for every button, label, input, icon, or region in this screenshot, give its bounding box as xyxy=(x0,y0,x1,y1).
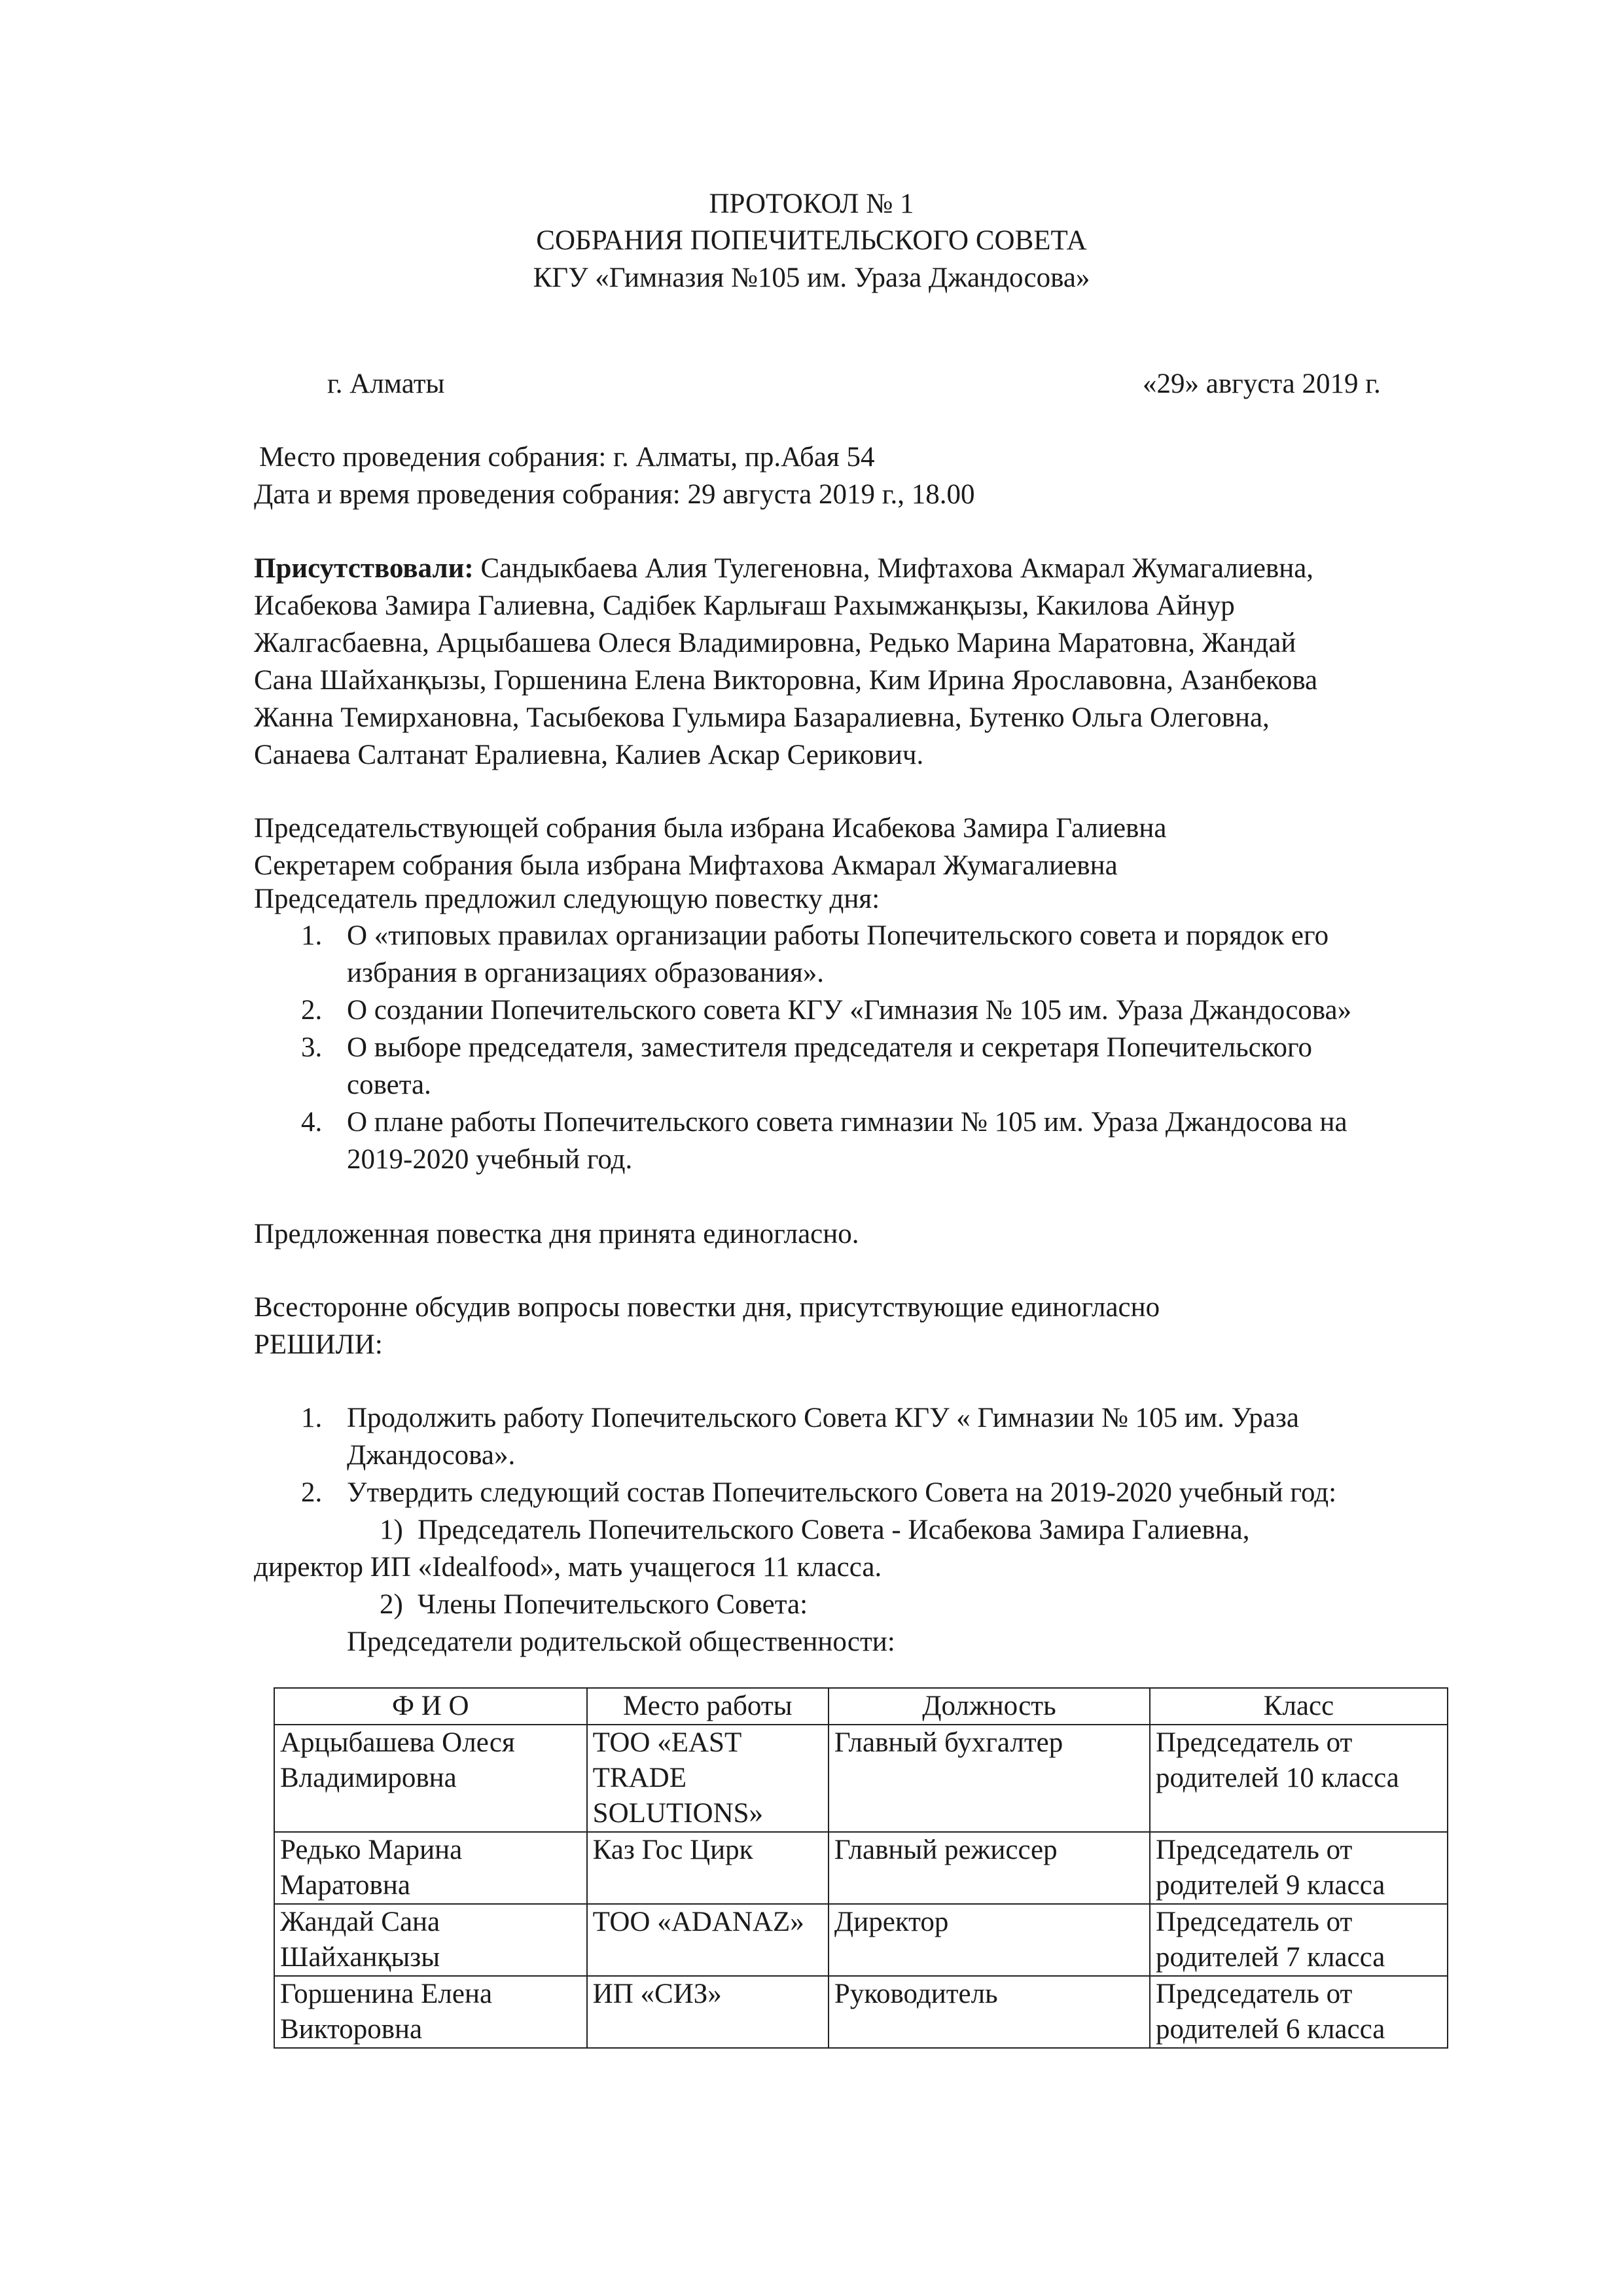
agenda-number: 4. xyxy=(301,1107,323,1138)
attendees-label: Присутствовали: xyxy=(254,553,474,584)
table-cell: Председатель от родителей 9 класса xyxy=(1150,1832,1448,1904)
table-row xyxy=(274,1904,1448,1976)
parents-heading: Председатели родительской общественности: xyxy=(347,1626,895,1657)
agenda-item-3: О выборе председателя, заместителя председателя и секретаря Попечительского xyxy=(347,1032,1313,1063)
meeting-place: Место проведения собрания: г. Алматы, пр.Абая 54 xyxy=(259,442,875,473)
column-header: Ф И О xyxy=(274,1688,587,1725)
attendees-text: Сандыкбаева Алия Тулегеновна, Мифтахова Акмарал Жумагалиевна, xyxy=(480,553,1314,584)
agenda-item-4: О плане работы Попечительского совета гимназии № 105 им. Ураза Джандосова на xyxy=(347,1107,1347,1138)
meeting-datetime: Дата и время проведения собрания: 29 августа 2019 г., 18.00 xyxy=(254,479,975,510)
table-cell: Редько Марина Маратовна xyxy=(274,1832,587,1904)
decided-heading: РЕШИЛИ: xyxy=(254,1329,383,1360)
agenda-number: 1. xyxy=(301,920,323,951)
protocol-title: ПРОТОКОЛ № 1 xyxy=(709,188,914,219)
sub-item-2: Члены Попечительского Совета: xyxy=(418,1589,808,1620)
table-cell: Главный режиссер xyxy=(829,1832,1150,1904)
table-cell: Главный бухгалтер xyxy=(829,1725,1150,1832)
secretary-elected: Секретарем собрания была избрана Мифтахова Акмарал Жумагалиевна xyxy=(254,850,1118,881)
table-cell: ТОО «EAST TRADE SOLUTIONS» xyxy=(587,1725,829,1832)
table-cell: Директор xyxy=(829,1904,1150,1976)
attendees-line-6: Санаева Салтанат Ералиевна, Калиев Аскар Серикович. xyxy=(254,740,924,770)
agenda-item-4-cont: 2019-2020 учебный год. xyxy=(347,1144,633,1175)
table-cell: Председатель от родителей 10 класса xyxy=(1150,1725,1448,1832)
attendees-line-1 xyxy=(254,550,1313,587)
sub-item-1-cont: директор ИП «Idealfood», мать учащегося 11 класса. xyxy=(254,1552,882,1583)
table-cell: Председатель от родителей 7 класса xyxy=(1150,1904,1448,1976)
sub-number: 2) xyxy=(380,1589,403,1620)
table-cell: Председатель от родителей 6 класса xyxy=(1150,1976,1448,2048)
attendees-line-4: Сана Шайханқызы, Горшенина Елена Викторовна, Ким Ирина Ярославовна, Азанбекова xyxy=(254,665,1318,696)
table-cell: ИП «СИЗ» xyxy=(587,1976,829,2048)
agenda-number: 2. xyxy=(301,995,323,1026)
agenda-item-3-cont: совета. xyxy=(347,1069,431,1100)
discussion-text: Всесторонне обсудив вопросы повестки дня, присутствующие единогласно xyxy=(254,1292,1160,1323)
chair-elected: Председательствующей собрания была избрана Исабекова Замира Галиевна xyxy=(254,813,1167,844)
agenda-accepted: Предложенная повестка дня принята единогласно. xyxy=(254,1219,859,1249)
table-row xyxy=(274,1725,1448,1832)
agenda-item-2: О создании Попечительского совета КГУ «Гимназия № 105 им. Ураза Джандосова» xyxy=(347,995,1352,1026)
organization-name: КГУ «Гимназия №105 им. Ураза Джандосова» xyxy=(533,262,1090,293)
agenda-intro: Председатель предложил следующую повестку дня: xyxy=(254,884,880,914)
table-cell: Руководитель xyxy=(829,1976,1150,2048)
table-header-row xyxy=(274,1688,1448,1725)
decision-number: 1. xyxy=(301,1403,323,1433)
column-header: Место работы xyxy=(587,1688,829,1725)
agenda-item-1: О «типовых правилах организации работы Попечительского совета и порядок его xyxy=(347,920,1329,951)
table-cell: Каз Гос Цирк xyxy=(587,1832,829,1904)
city: г. Алматы xyxy=(327,368,445,399)
table-cell: Горшенина Елена Викторовна xyxy=(274,1976,587,2048)
attendees-line-3: Жалгасбаевна, Арцыбашева Олеся Владимировна, Редько Марина Маратовна, Жандай xyxy=(254,628,1296,658)
table-row xyxy=(274,1976,1448,2048)
table-cell: ТОО «ADANAZ» xyxy=(587,1904,829,1976)
decision-number: 2. xyxy=(301,1477,323,1508)
sub-number: 1) xyxy=(380,1515,403,1545)
protocol-subtitle: СОБРАНИЯ ПОПЕЧИТЕЛЬСКОГО СОВЕТА xyxy=(536,225,1087,256)
agenda-number: 3. xyxy=(301,1032,323,1063)
column-header: Класс xyxy=(1150,1688,1448,1725)
decision-1-cont: Джандосова». xyxy=(347,1440,516,1471)
agenda-item-1-cont: избрания в организациях образования». xyxy=(347,958,825,988)
table-cell: Арцыбашева Олеся Владимировна xyxy=(274,1725,587,1832)
column-header: Должность xyxy=(829,1688,1150,1725)
attendees-line-5: Жанна Темирхановна, Тасыбекова Гульмира Базаралиевна, Бутенко Ольга Олеговна, xyxy=(254,702,1270,733)
sub-item-1: Председатель Попечительского Совета - Исабекова Замира Галиевна, xyxy=(418,1515,1250,1545)
council-members-table xyxy=(274,1687,1448,2049)
table-cell: Жандай Сана Шайханқызы xyxy=(274,1904,587,1976)
table-row xyxy=(274,1832,1448,1904)
document-date: «29» августа 2019 г. xyxy=(1143,368,1381,399)
decision-1: Продолжить работу Попечительского Совета КГУ « Гимназии № 105 им. Ураза xyxy=(347,1403,1299,1433)
decision-2: Утвердить следующий состав Попечительского Совета на 2019-2020 учебный год: xyxy=(347,1477,1337,1508)
attendees-line-2: Исабекова Замира Галиевна, Садібек Карлығаш Рахымжанқызы, Какилова Айнур xyxy=(254,590,1235,621)
